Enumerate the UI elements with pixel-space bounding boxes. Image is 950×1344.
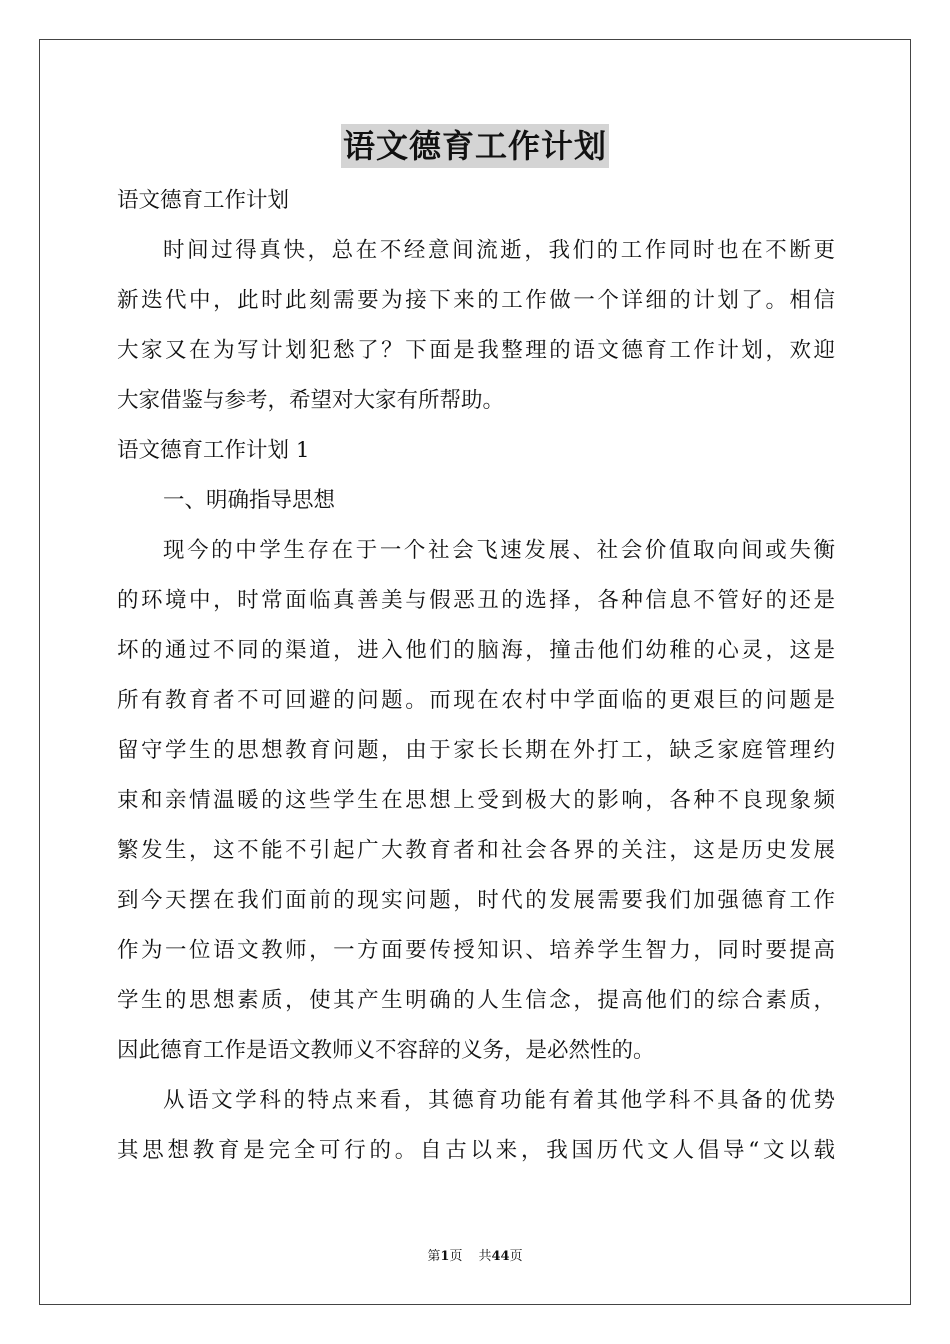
body-line: 语文德育工作计划 1 — [117, 438, 310, 463]
body-line: 一、明确指导思想 — [163, 488, 336, 513]
body-line: 留守学生的思想教育问题，由于家长长期在外打工，缺乏家庭管理约 — [117, 738, 835, 763]
body-line: 作为一位语文教师，一方面要传授知识、培养学生智力，同时要提高 — [117, 938, 835, 963]
footer-page-prefix: 第 — [427, 1249, 441, 1264]
title-area — [0, 124, 950, 168]
footer-page-suffix: 页 — [449, 1249, 463, 1264]
page-footer — [0, 1248, 950, 1266]
document-title: 语文德育工作计划 — [341, 124, 609, 168]
body-line: 坏的通过不同的渠道，进入他们的脑海，撞击他们幼稚的心灵，这是 — [117, 638, 835, 663]
body-line: 其思想教育是完全可行的。自古以来，我国历代文人倡导“文以载 — [117, 1138, 835, 1163]
footer-page-number: 1 — [440, 1249, 450, 1264]
footer-total-suffix: 页 — [509, 1249, 523, 1264]
body-line: 现今的中学生存在于一个社会飞速发展、社会价值取向间或失衡 — [163, 538, 835, 563]
document-body — [117, 176, 835, 1176]
body-line: 时间过得真快，总在不经意间流逝，我们的工作同时也在不断更 — [163, 238, 835, 263]
body-line: 大家又在为写计划犯愁了？下面是我整理的语文德育工作计划，欢迎 — [117, 338, 835, 363]
body-line: 从语文学科的特点来看，其德育功能有着其他学科不具备的优势 — [163, 1088, 835, 1113]
body-line: 语文德育工作计划 — [117, 188, 290, 213]
body-line: 繁发生，这不能不引起广大教育者和社会各界的关注，这是历史发展 — [117, 838, 835, 863]
body-line: 大家借鉴与参考，希望对大家有所帮助。 — [117, 388, 505, 413]
body-line: 学生的思想素质，使其产生明确的人生信念，提高他们的综合素质， — [117, 988, 835, 1013]
body-line: 到今天摆在我们面前的现实问题，时代的发展需要我们加强德育工作 — [117, 888, 835, 913]
body-line: 的环境中，时常面临真善美与假恶丑的选择，各种信息不管好的还是 — [117, 588, 835, 613]
body-line: 因此德育工作是语文教师义不容辞的义务，是必然性的。 — [117, 1038, 655, 1063]
body-line: 所有教育者不可回避的问题。而现在农村中学面临的更艰巨的问题是 — [117, 688, 835, 713]
body-line: 束和亲情温暖的这些学生在思想上受到极大的影响，各种不良现象频 — [117, 788, 835, 813]
footer-total-prefix: 共 — [478, 1249, 492, 1264]
body-line: 新迭代中，此时此刻需要为接下来的工作做一个详细的计划了。相信 — [117, 288, 835, 313]
footer-total-pages: 44 — [491, 1249, 510, 1264]
